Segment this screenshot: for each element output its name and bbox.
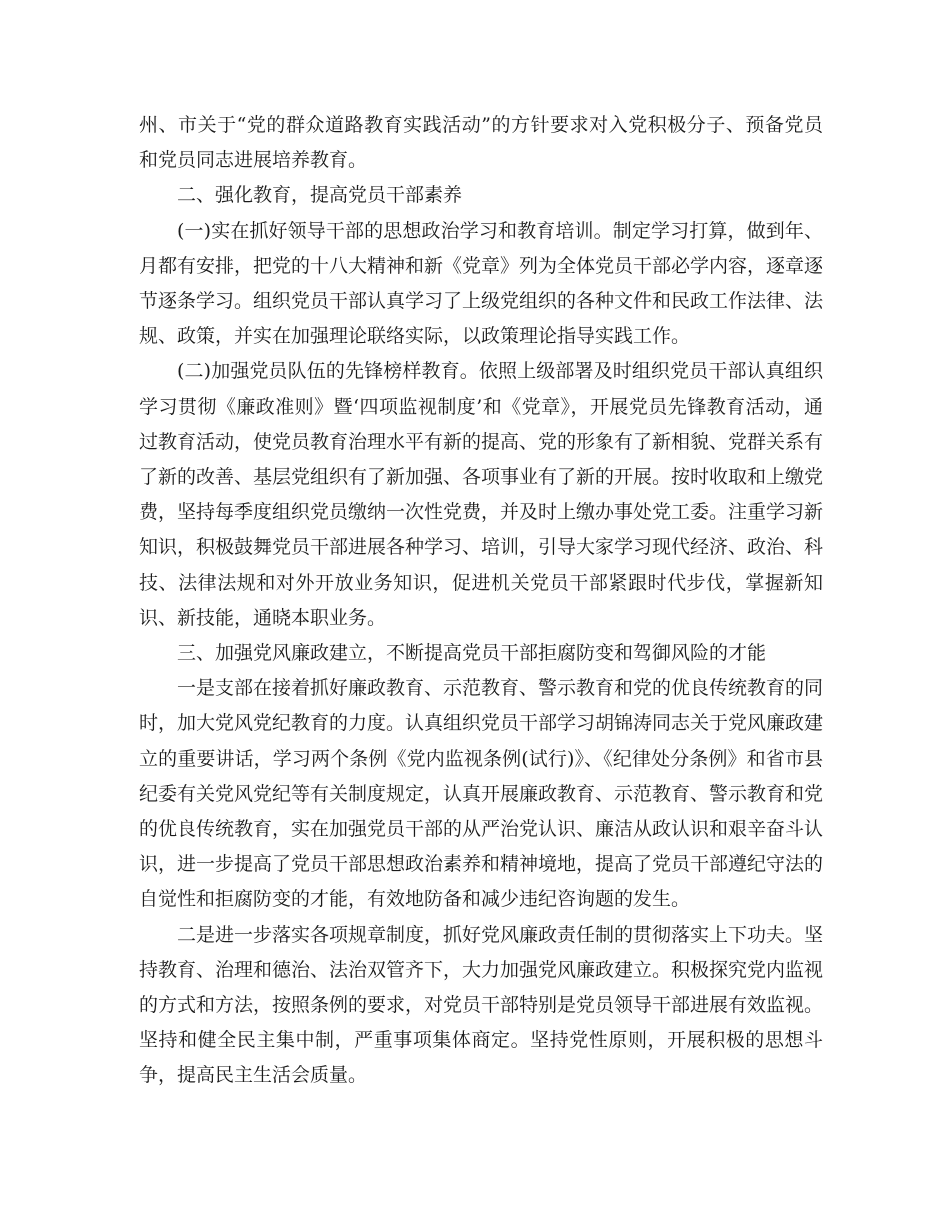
section-heading-two: 二、强化教育，提高党员干部素养 [177, 184, 463, 207]
paragraph-continuation: 州、市关于“党的群众道路教育实践活动”的方针要求对入党积极分子、预备党员和党员同志进展培养教育。 [139, 114, 823, 172]
document-body [139, 108, 823, 1094]
paragraph-regulations: 二是进一步落实各项规章制度，抓好党风廉政责任制的贯彻落实上下功夫。坚持教育、治理和德治、法治双管齐下，大力加强党风廉政建立。积极探究党内监视的方式和方法，按照条例的要求，对党员干部特别是党员领导干部进展有效监视。坚持和健全民主集中制，严重事项集体商定。坚持党性原则，开展积极的思想斗争，提高民主生活会质量。 [139, 923, 824, 1087]
paragraph-vanguard-education: (二)加强党员队伍的先锋榜样教育。依照上级部署及时组织党员干部认真组织学习贯彻《廉政准则》暨‘四项监视制度’和《党章》，开展党员先锋教育活动，通过教育活动，使党员教育治理水平有新的提高、党的形象有了新相貌、党群关系有了新的改善、基层党组织有了新加强、各项事业有了新的开展。按时收取和上缴党费，坚持每季度组织党员缴纳一次性党费，并及时上缴办事处党工委。注重学习新知识，积极鼓舞党员干部进展各种学习、培训，引导大家学习现代经济、政治、科技、法律法规和对外开放业务知识，促进机关党员干部紧跟时代步伐，掌握新知识、新技能，通晓本职业务。 [139, 360, 824, 629]
paragraph-discipline-education: 一是支部在接着抓好廉政教育、示范教育、警示教育和党的优良传统教育的同时，加大党风党纪教育的力度。认真组织党员干部学习胡锦涛同志关于党风廉政建立的重要讲话，学习两个条例《党内监视条例(试行)》、《纪律处分条例》和省市县纪委有关党风党纪等有关制度规定，认真开展廉政教育、示范教育、警示教育和党的优良传统教育，实在加强党员干部的从严治党认识、廉洁从政认识和艰辛奋斗认识，进一步提高了党员干部思想政治素养和精神境地，提高了党员干部遵纪守法的自觉性和拒腐防变的才能，有效地防备和减少违纪咨询题的发生。 [139, 677, 824, 911]
paragraph-leader-training: (一)实在抓好领导干部的思想政治学习和教育培训。制定学习打算，做到年、月都有安排，把党的十八大精神和新《党章》列为全体党员干部必学内容，逐章逐节逐条学习。组织党员干部认真学习了上级党组织的各种文件和民政工作法律、法规、政策，并实在加强理论联络实际，以政策理论指导实践工作。 [139, 219, 824, 348]
section-heading-three: 三、加强党风廉政建立，不断提高党员干部拒腐防变和驾御风险的才能 [177, 642, 767, 665]
